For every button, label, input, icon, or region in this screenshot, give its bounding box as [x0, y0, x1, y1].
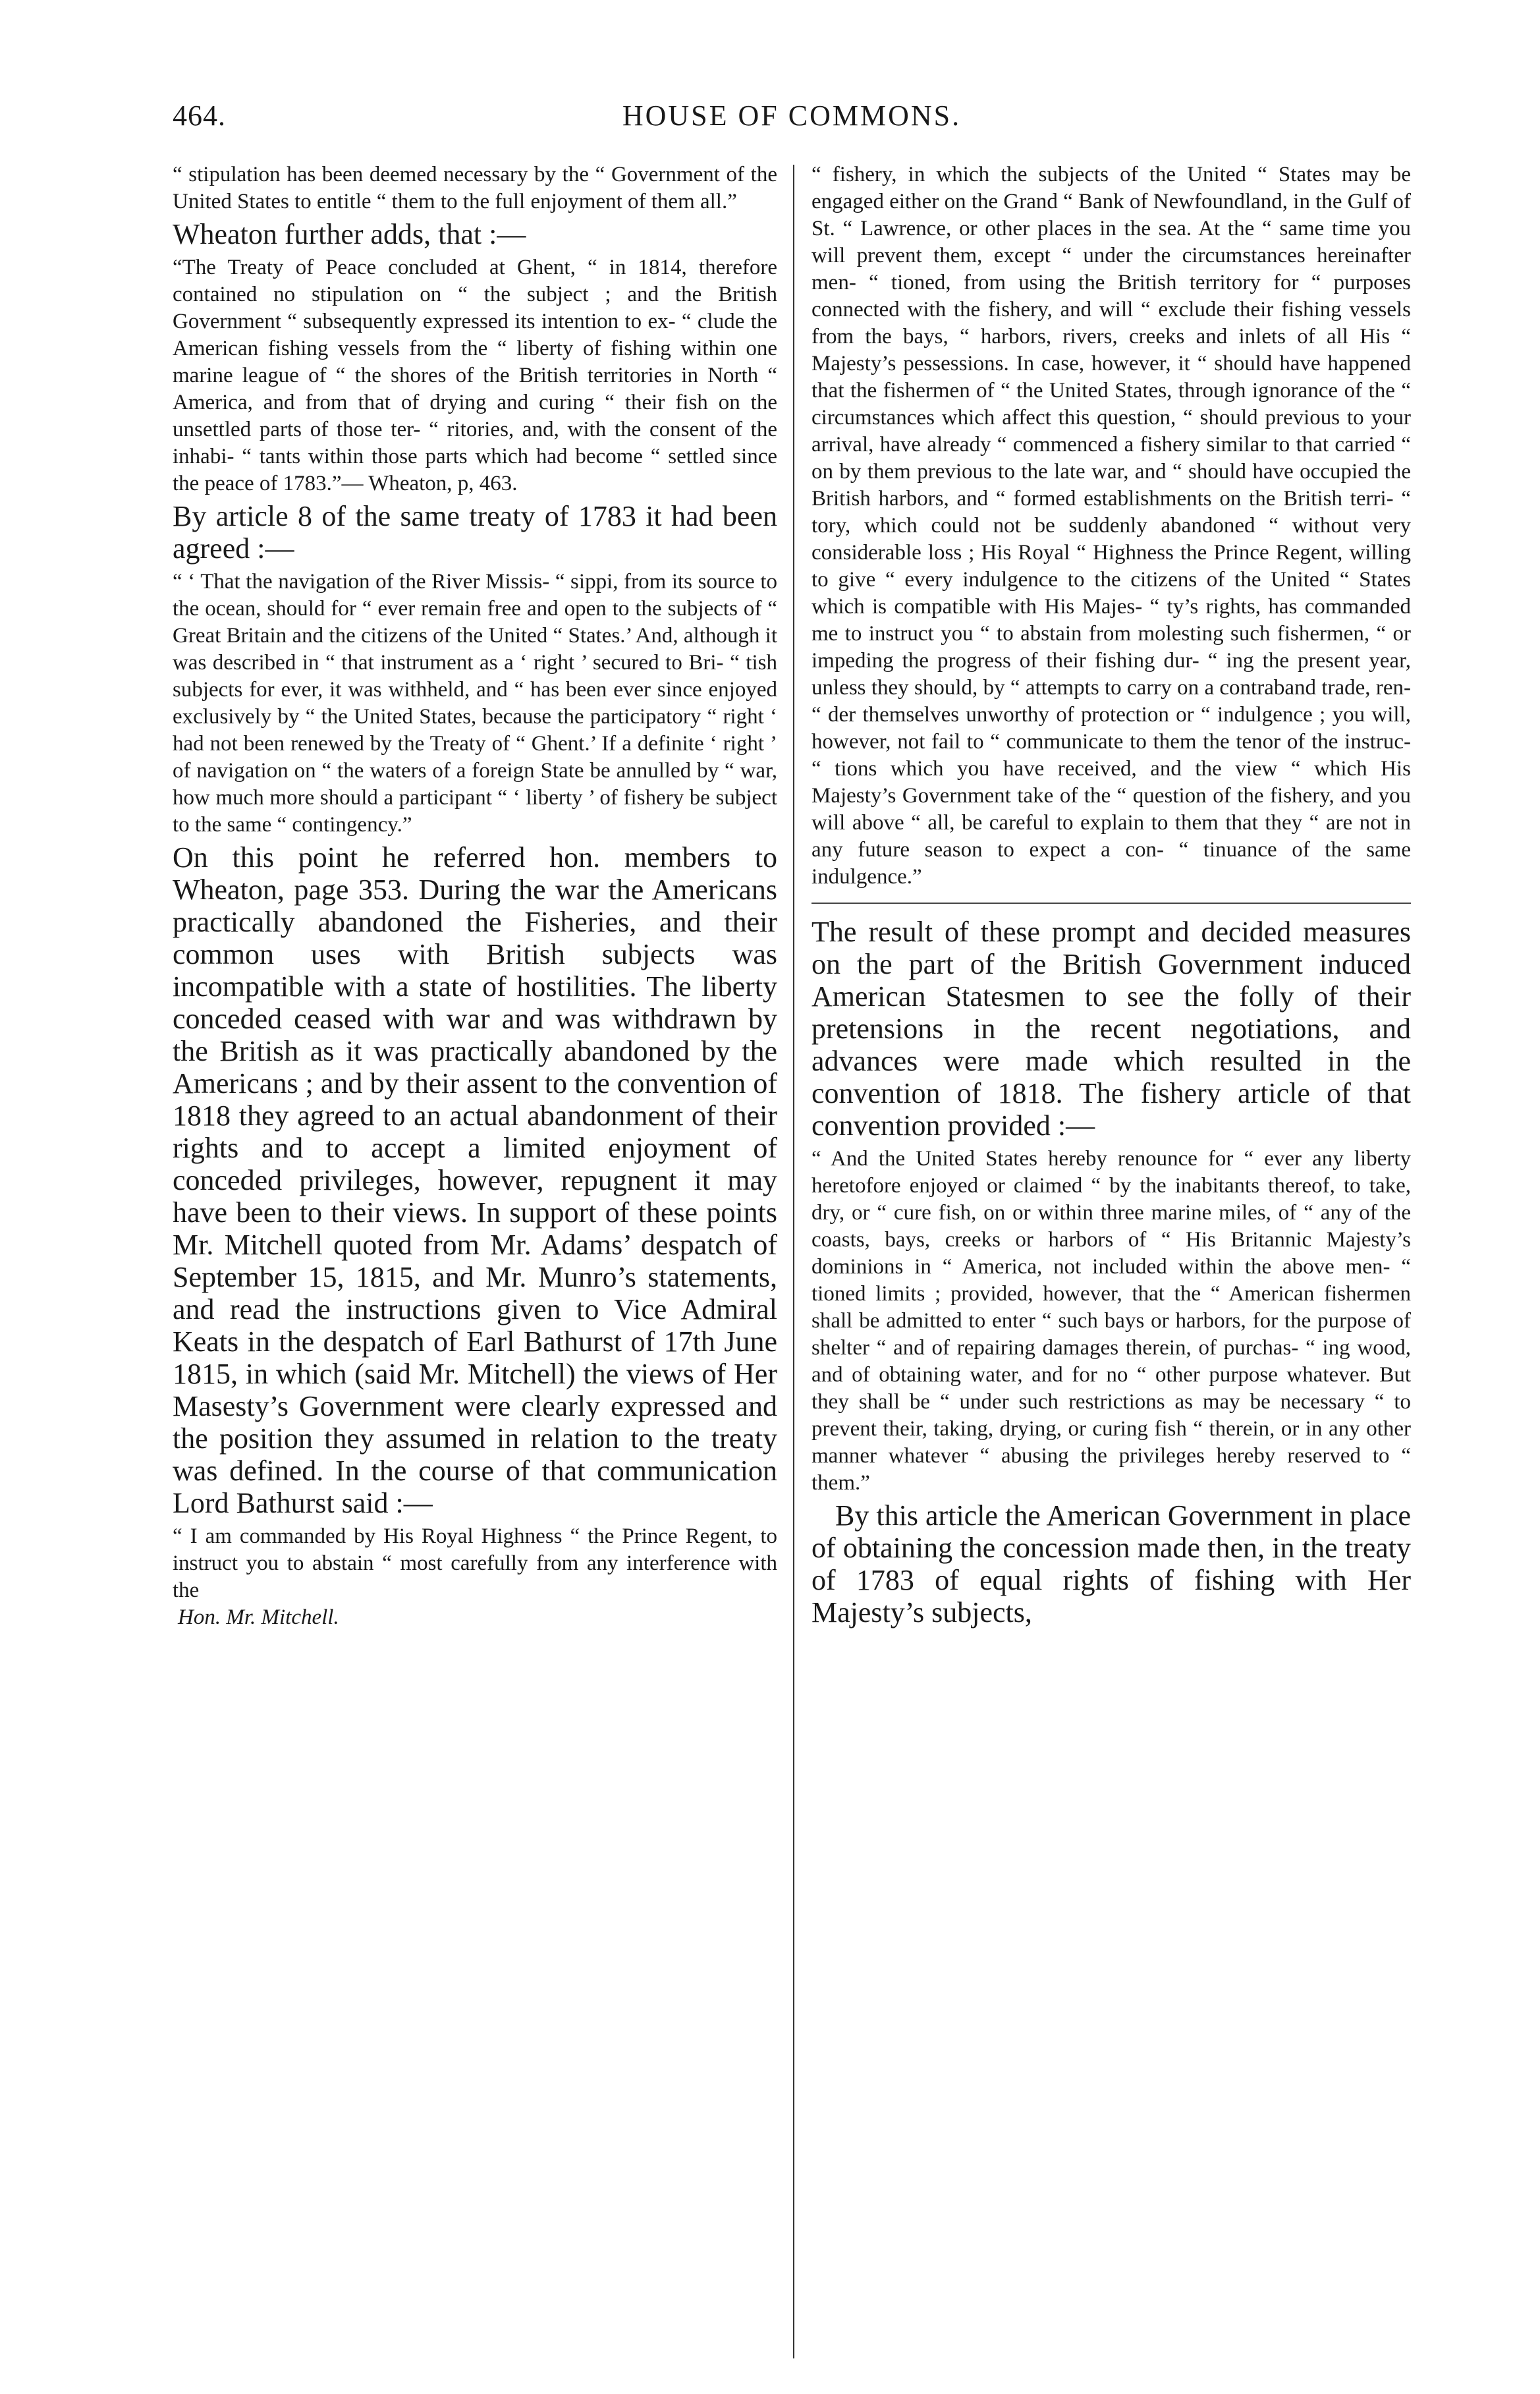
paragraph-war-abandoned: On this point he referred hon. members to Wheaton, page 353. During the war the Americans practically abandoned the Fisheries, and their common uses with British subjects was incompatible with a state of hostilities. The liberty conceded ceased with war and was withdrawn by the British as it was practically abandoned by the Americans ; and by their assent to the convention of 1818 they agreed to an actual abandonment of their rights and to accept a limited enjoyment of conceded privileges, however, repugnent it may have been to their views. In support of these points Mr. Mitchell quoted from Mr. Adams’ despatch of September 15, 1815, and Mr. Munro’s statements, and read the instructions given to Vice Admiral Keats in the despatch of Earl Bathurst of 17th June 1815, in which (said Mr. Mitchell) the views of Her Masesty’s Government were clearly expressed and the position they assumed in relation to the treaty was defined. In the course of that communication Lord Bathurst said :—: [173, 841, 777, 1519]
quote-treaty-ghent: “The Treaty of Peace concluded at Ghent, “ in 1814, therefore contained no stipulation on “ the subject ; and the British Government “ subsequently expressed its intention to ex- “ clude the American fishing vessels from the “ liberty of fishing within one marine league of “ the shores of the British territories in North “ America, and from that of drying and curing “ their fish on the unsettled parts of those ter- “ ritories, and, with the consent of the inhabi- “ tants within those parts which had become “ settled since the peace of 1783.”— Wheaton, p, 463.: [173, 256, 777, 495]
quote-royal-highness: “ I am commanded by His Royal Highness “ the Prince Regent, to instruct you to abstain “ most carefully from any interference with the: [173, 1524, 777, 1602]
paragraph-by-this-article: By this article the American Government in place of obtaining the concession made then, in the treaty of 1783 of equal rights of fishing with Her Majesty’s subjects,: [811, 1499, 1411, 1628]
section-divider: [811, 903, 1411, 904]
paragraph-wheaton-adds: Wheaton further adds, that :—: [173, 218, 526, 250]
quote-convention-1818: “ And the United States hereby renounce for “ ever any liberty heretofore enjoyed or claimed “ by the inabitants thereof, to take, dry, or “ cure fish, on or within three marine miles, of “ any of the coasts, bays, creeks or harbors of “ His Britannic Majesty’s dominions in “ America, not included within the above men- “ tioned limits ; provided, however, that the “ American fishermen shall be admitted to enter “ such bays or harbors, for the purpose of shelter “ and of repairing damages therein, of purchas- “ ing wood, and of obtaining water, and for no “ other purpose whatever. But they shall be “ under such restrictions as may be necessary “ to prevent their, taking, drying, or curing fish “ therein, or in any other manner whatever “ abusing the privileges hereby reserved to “ them.”: [811, 1147, 1411, 1495]
page-header: [173, 99, 1411, 152]
column-divider: [793, 165, 794, 2358]
right-column: [811, 161, 1411, 2381]
quote-stipulation: “ stipulation has been deemed necessary by the “ Government of the United States to entitle “ them to the full enjoyment of them all.”: [173, 163, 777, 213]
page-number: 464.: [173, 99, 226, 132]
left-column: [173, 161, 777, 2381]
paragraph-result-measures: The result of these prompt and decided measures on the part of the British Government induced American Statesmen to see the folly of their pretensions in the recent negotiations, and advances were made which resulted in the convention of 1818. The fishery article of that convention provided :—: [811, 916, 1411, 1142]
speaker-signature: Hon. Mr. Mitchell.: [178, 1605, 339, 1629]
paragraph-article-8: By article 8 of the same treaty of 1783 it had been agreed :—: [173, 500, 777, 565]
quote-fishery-instructions: “ fishery, in which the subjects of the United “ States may be engaged either on the Grand “ Bank of Newfoundland, in the Gulf of St. “ Lawrence, or other places in the sea. At the “ same time you will prevent them, except “ under the circumstances hereinafter men- “ tioned, from using the British territory for “ purposes connected with the fishery, and will “ exclude their fishing vessels from the bays, “ harbors, rivers, creeks and inlets of all His “ Majesty’s pessessions. In case, however, it “ should have happened that the fishermen of “ the United States, through ignorance of the “ circumstances which affect this question, “ should previous to your arrival, have already “ commenced a fishery similar to that carried “ on by them previous to the late war, and “ should have occupied the British harbors, and “ formed establishments on the British terri- “ tory, which could not be suddenly abandoned “ without very considerable loss ; His Royal “ Highness the Prince Regent, willing to give “ every indulgence to the citizens of the United “ States which is compatible with His Majes- “ ty’s rights, has commanded me to instruct you “ to abstain from molesting such fishermen, “ or impeding the progress of their fishing dur- “ ing the present year, unless they should, by “ attempts to carry on a contraband trade, ren- “ der themselves unworthy of protection or “ indulgence ; you will, however, not fail to “ communicate to them the tenor of the instruc- “ tions which you have received, and the view “ which His Majesty’s Government take of the “ question of the fishery, and you will above “ all, be careful to explain to them that they “ are not in any future season to expect a con- “ tinuance of the same indulgence.”: [811, 163, 1411, 889]
running-title: HOUSE OF COMMONS.: [622, 99, 962, 132]
quote-mississippi: “ ‘ That the navigation of the River Missis- “ sippi, from its source to the ocean, should for “ ever remain free and open to the subjects of “ Great Britain and the citizens of the United “ States.’ And, although it was described in “ that instrument as a ‘ right ’ secured to Bri- “ tish subjects for ever, it was withheld, and “ has been ever since enjoyed exclusively by “ the United States, because the participatory “ right ‘ had not been renewed by the Treaty of “ Ghent.’ If a definite ‘ right ’ of navigation on “ the waters of a foreign State be annulled by “ war, how much more should a participant “ ‘ liberty ’ of fishery be subject to the same “ contingency.”: [173, 570, 777, 837]
